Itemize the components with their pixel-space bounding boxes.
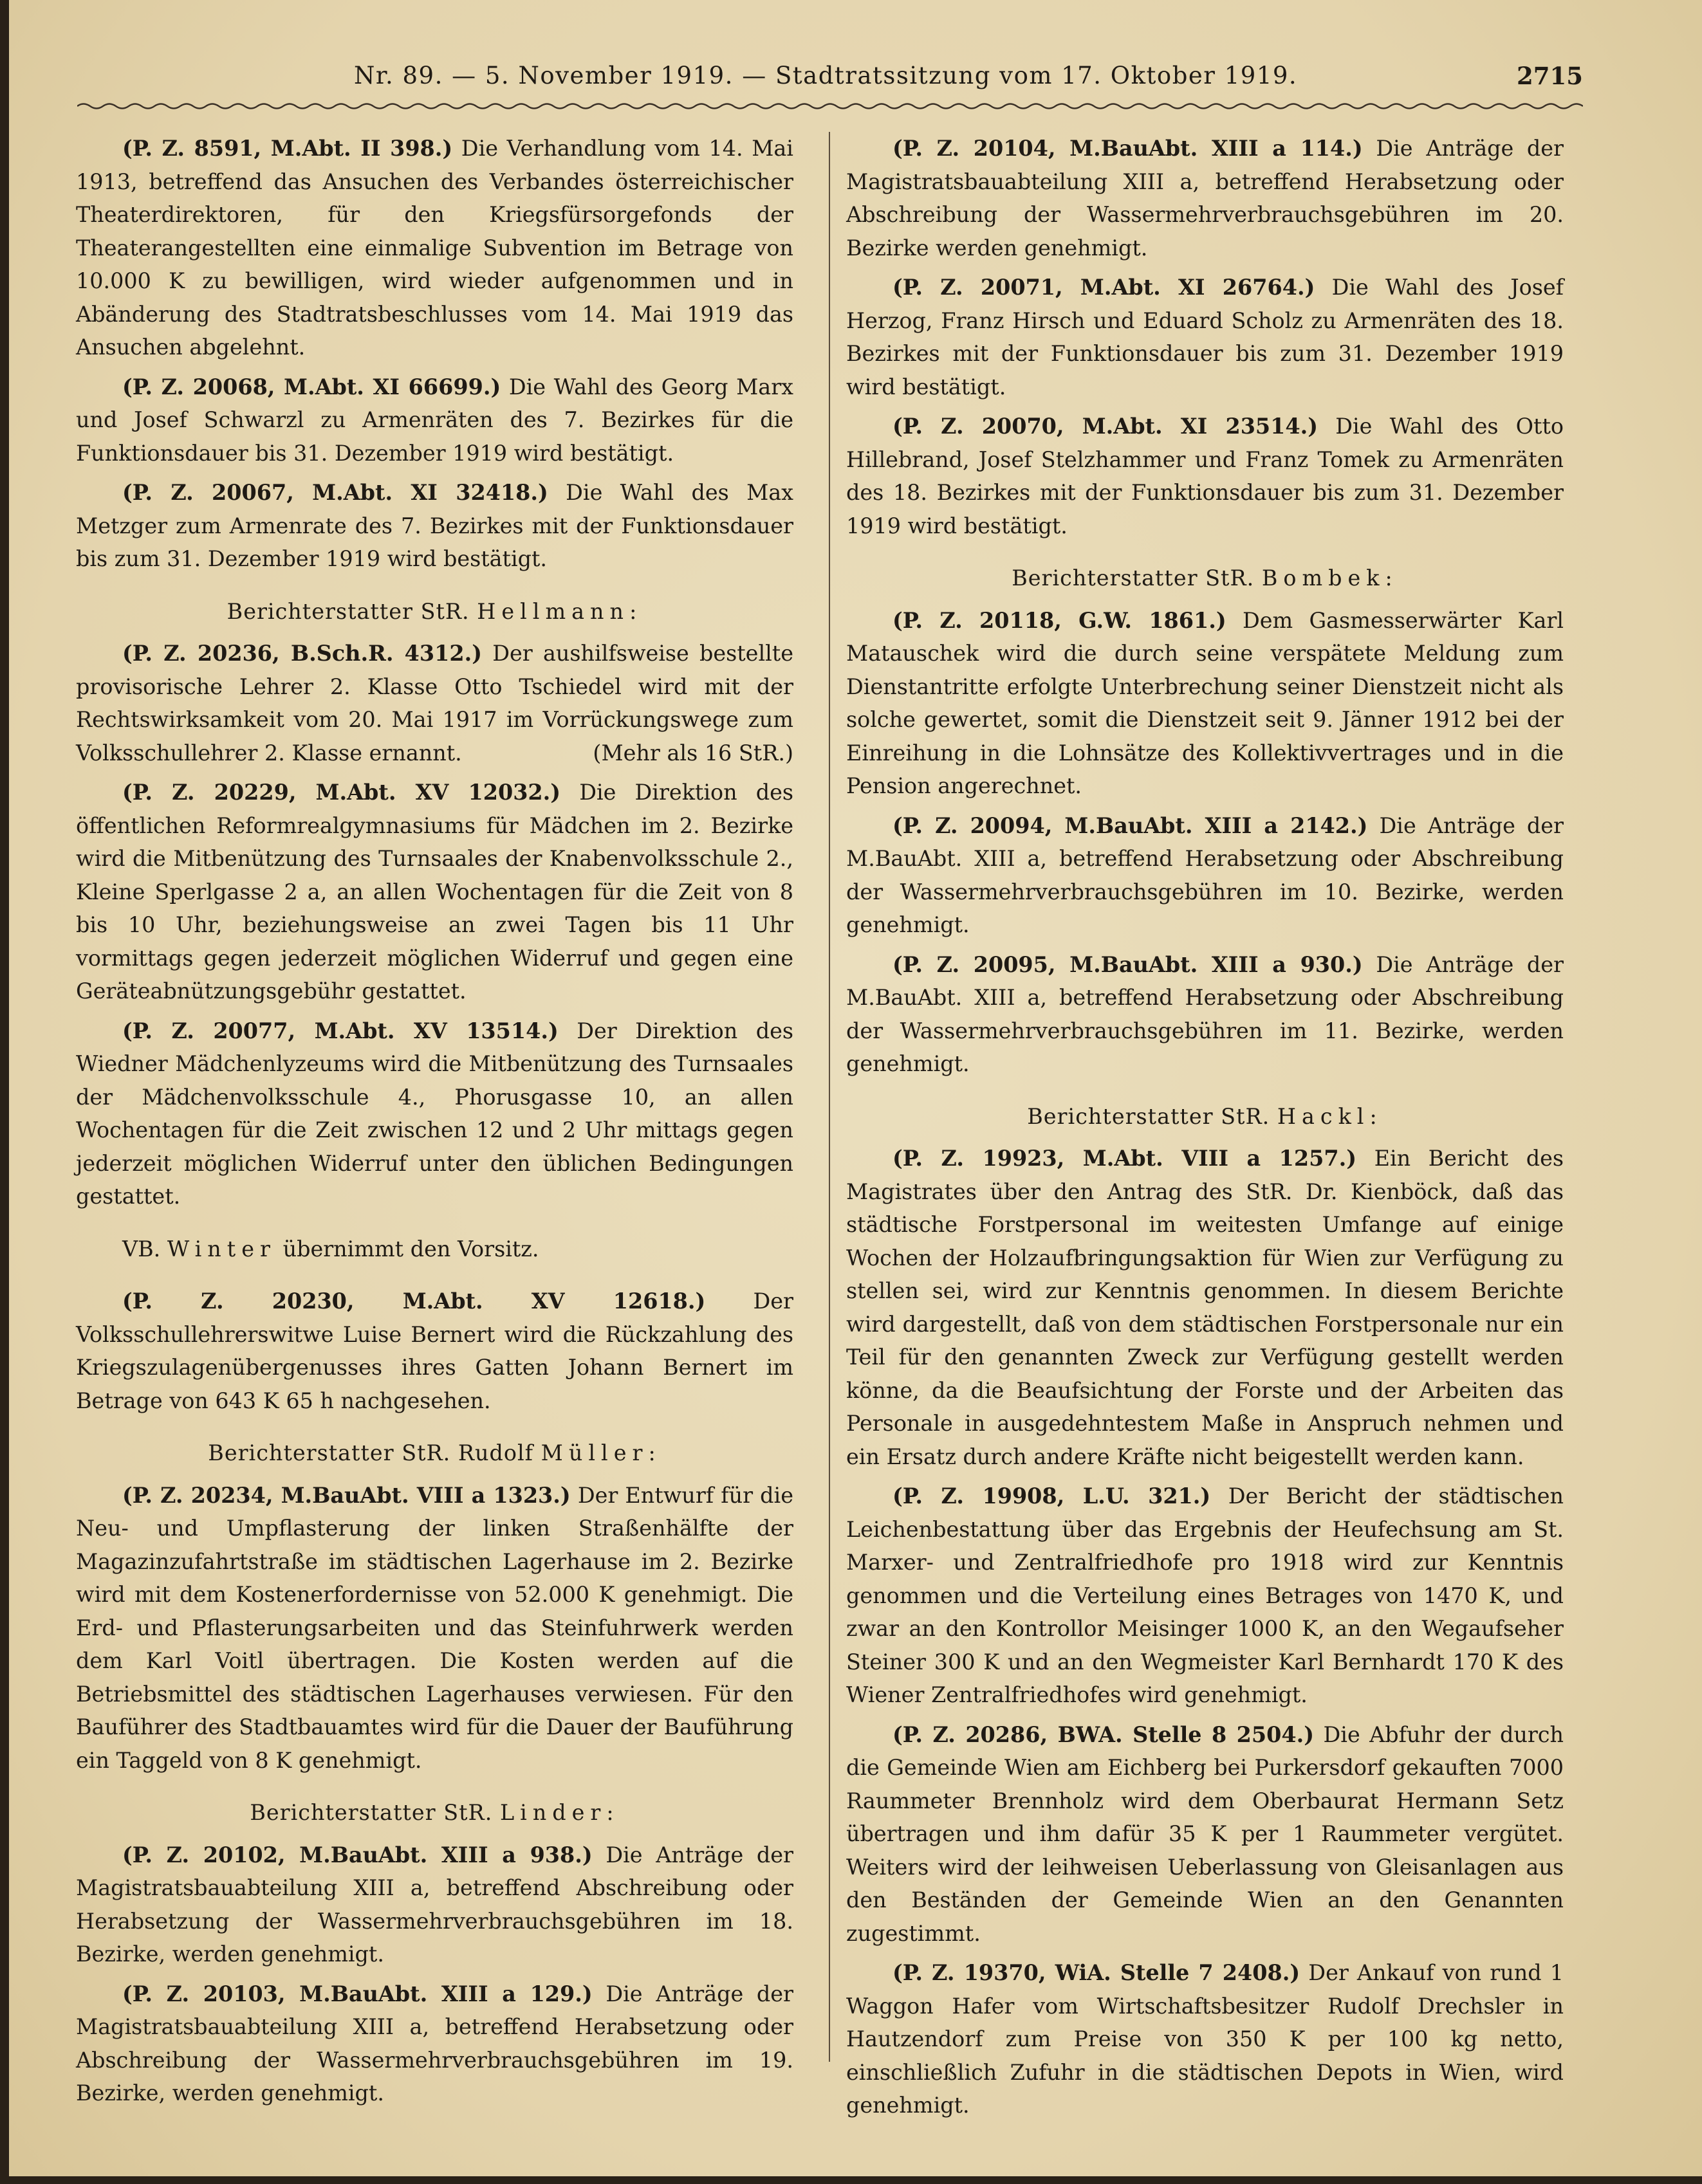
entry-ref: (P. Z. 20077, M.Abt. XV 13514.)	[122, 1018, 559, 1043]
entry-20103	[76, 1978, 793, 2110]
header-title: Nr. 89. — 5. November 1919. — Stadtratssitzung vom 17. Oktober 1919.	[354, 62, 1298, 89]
entry-text: Die Anträge der Magistratsbauabteilung XIII a, betreffend Herabsetzung oder Abschreibung der Wassermehrverbrauchsgebühren im 19. Bezirke, werden genehmigt.	[76, 1981, 793, 2106]
vote-note: (Mehr als 16 StR.)	[593, 740, 793, 766]
entry-ref: (P. Z. 20234, M.BauAbt. VIII a 1323.)	[122, 1482, 571, 1508]
entry-ref: (P. Z. 20230, M.Abt. XV 12618.)	[122, 1289, 706, 1314]
entry-text: Die Wahl des Georg Marx und Josef Schwarzl zu Armenräten des 7. Bezirkes für die Funktionsdauer bis 31. Dezember 1919 wird bestätigt.	[76, 374, 793, 466]
entry-ref: (P. Z. 20236, B.Sch.R. 4312.)	[122, 641, 483, 666]
entry-20118	[846, 604, 1564, 803]
entry-ref: (P. Z. 20102, M.BauAbt. XIII a 938.)	[122, 1842, 593, 1867]
entry-text: Die Anträge der Magistratsbauabteilung XIII a, betreffend Abschreibung oder Herabsetzung der Wassermehrverbrauchsgebühren im 18. Bezirke, werden genehmigt.	[76, 1842, 793, 1967]
entry-8591	[76, 132, 793, 364]
entry-ref: (P. Z. 20103, M.BauAbt. XIII a 129.)	[122, 1981, 593, 2006]
column-divider	[829, 132, 830, 2062]
entry-ref: (P. Z. 19908, L.U. 321.)	[893, 1483, 1211, 1509]
entry-text: Der Bericht der städtischen Leichenbestattung über das Ergebnis der Heufechsung am St. Marxer- und Zentralfriedhofe pro 1918 wird zur Kenntnis genommen und die Verteilung eines Betrages von 1470 K, und zwar an den Kontrollor Meisinger 1000 K, an den Wegaufseher Steiner 300 K und an den Wegmeister Karl Bernhardt 170 K des Wiener Zentralfriedhofes wird genehmigt.	[846, 1483, 1564, 1707]
page-header	[77, 57, 1583, 102]
entry-ref: (P. Z. 20071, M.Abt. XI 26764.)	[893, 275, 1315, 300]
entry-20070	[846, 410, 1564, 542]
entry-text: Die Anträge der M.BauAbt. XIII a, betreffend Herabsetzung oder Abschreibung der Wassermehrverbrauchsgebühren im 10. Bezirke, werden genehmigt.	[846, 812, 1564, 937]
entry-ref: (P. Z. 20118, G.W. 1861.)	[893, 607, 1226, 633]
heading-name: Bombek:	[1261, 565, 1398, 591]
rapporteur-heading-linder	[76, 1796, 793, 1830]
entry-ref: (P. Z. 20067, M.Abt. XI 32418.)	[122, 480, 548, 505]
entry-19923	[846, 1142, 1564, 1473]
entry-text: Die Verhandlung vom 14. Mai 1913, betreffend das Ansuchen des Verbandes österreichischer Theaterdirektoren, für den Kriegsfürsorgefonds der Theaterangestellten eine einmalige Subvention im Betrage von 10.000 K zu bewilligen, wird wieder aufgenommen und in Abänderung des Stadtratsbeschlusses vom 14. Mai 1919 das Ansuchen abgelehnt.	[76, 136, 793, 360]
entry-text: Die Anträge der Magistratsbauabteilung XIII a, betreffend Herabsetzung oder Abschreibung der Wassermehrverbrauchsgebühren im 20. Bezirke werden genehmigt.	[846, 136, 1564, 261]
entry-20095	[846, 948, 1564, 1081]
right-column	[846, 132, 1564, 2122]
entry-text: Der Entwurf für die Neu- und Umpflasterung der linken Straßenhälfte der Magazinzufahrtstraße im städtischen Lagerhause im 2. Bezirke wird mit dem Kostenerfordernisse von 52.000 K genehmigt. Die Erd- und Pflasterungsarbeiten und das Steinfuhrwerk werden dem Karl Voitl übertragen. Die Kosten werden auf die Betriebsmittel des städtischen Lagerhauses verwiesen. Für den Bauführer des Stadtbauamtes wird für die Dauer der Bauführung ein Taggeld von 8 K genehmigt.	[76, 1482, 793, 1773]
entry-20077	[76, 1014, 793, 1213]
chair-change-note	[76, 1233, 793, 1266]
rapporteur-heading-bombek	[846, 562, 1564, 595]
entry-ref: (P. Z. 8591, M.Abt. II 398.)	[122, 136, 453, 161]
entry-text: Der Ankauf von rund 1 Waggon Hafer vom Wirtschaftsbesitzer Rudolf Drechsler in Hautzendorf zum Preise von 350 K per 100 kg netto, einschließlich Zufuhr in die städtischen Depots in Wien, wird genehmigt.	[846, 1960, 1564, 2118]
entry-20068	[76, 371, 793, 470]
scan-edge-bottom	[0, 2176, 1702, 2184]
entry-ref: (P. Z. 20070, M.Abt. XI 23514.)	[893, 414, 1318, 439]
entry-20104	[846, 132, 1564, 264]
entry-text: Die Wahl des Otto Hillebrand, Josef Stelzhammer und Franz Tomek zu Armenräten des 18. Bezirkes mit der Funktionsdauer bis zum 31. Dezember 1919 wird bestätigt.	[846, 414, 1564, 538]
spacer	[76, 1265, 793, 1285]
entry-20234	[76, 1479, 793, 1777]
heading-prefix: Berichterstatter StR. Rudolf	[208, 1440, 534, 1465]
heading-prefix: Berichterstatter StR.	[1027, 1103, 1270, 1129]
heading-name: Hellmann:	[477, 598, 643, 624]
entry-20067	[76, 476, 793, 576]
entry-ref: (P. Z. 20095, M.BauAbt. XIII a 930.)	[893, 951, 1363, 977]
heading-name: Hackl:	[1277, 1103, 1383, 1129]
entry-20071	[846, 271, 1564, 403]
entry-text: Der Direktion des Wiedner Mädchenlyzeums wird die Mitbenützung des Turnsaales der Mädchenvolksschule 4., Phorusgasse 10, an allen Wochentagen für die Zeit zwischen 12 und 2 Uhr mittags gegen jederzeit möglichen Widerruf unter den üblichen Bedingungen gestattet.	[76, 1018, 794, 1209]
heading-prefix: Berichterstatter StR.	[1012, 565, 1255, 591]
entry-20229	[76, 776, 793, 1008]
note-prefix: VB.	[122, 1236, 161, 1262]
entry-20094	[846, 809, 1564, 942]
page-number: 2715	[1517, 62, 1583, 90]
heading-name: Linder:	[499, 1800, 620, 1825]
rapporteur-heading-mueller	[76, 1436, 793, 1470]
header-wavy-rule	[77, 102, 1583, 111]
entry-20102	[76, 1839, 793, 1971]
scan-edge-left	[0, 0, 9, 2184]
note-name: Winter	[167, 1236, 276, 1262]
heading-name: Müller:	[541, 1440, 661, 1465]
entry-ref: (P. Z. 20229, M.Abt. XV 12032.)	[122, 780, 561, 805]
entry-ref: (P. Z. 19370, WiA. Stelle 7 2408.)	[893, 1960, 1300, 1985]
entry-20236	[76, 637, 793, 769]
note-text: übernimmt den Vorsitz.	[275, 1236, 539, 1262]
entry-text: Die Anträge der M.BauAbt. XIII a, betreffend Herabsetzung oder Abschreibung der Wassermehrverbrauchsgebühren im 11. Bezirke, werden genehmigt.	[846, 951, 1564, 1076]
entry-text: Der aushilfsweise bestellte provisorische Lehrer 2. Klasse Otto Tschiedel wird mit der Rechtswirksamkeit vom 20. Mai 1917 im Vorrückungswege zum Volksschullehrer 2. Klasse ernannt.	[76, 641, 793, 766]
entry-20286	[846, 1718, 1564, 1950]
left-column	[76, 132, 793, 2110]
heading-prefix: Berichterstatter StR.	[227, 598, 470, 624]
entry-ref: (P. Z. 20286, BWA. Stelle 8 2504.)	[893, 1721, 1315, 1747]
entry-ref: (P. Z. 20068, M.Abt. XI 66699.)	[122, 374, 501, 399]
entry-text: Die Direktion des öffentlichen Reformrealgymnasiums für Mädchen im 2. Bezirke wird die Mitbenützung des Turnsaales der Knabenvolksschule 2., Kleine Sperlgasse 2 a, an allen Wochentagen für die Zeit von 8 bis 10 Uhr, beziehungsweise an zwei Tagen bis 11 Uhr vormittags gegen jederzeit möglichen Widerruf und gegen eine Geräteabnützungsgebühr gestattet.	[76, 780, 794, 1004]
entry-text: Die Wahl des Max Metzger zum Armenrate des 7. Bezirkes mit der Funktionsdauer bis zum 31. Dezember 1919 wird bestätigt.	[76, 480, 793, 571]
entry-text: Der Volksschullehrerswitwe Luise Bernert wird die Rückzahlung des Kriegszulagenübergenusses ihres Gatten Johann Bernert im Betrage von 643 K 65 h nachgesehen.	[76, 1289, 793, 1413]
entry-text: Ein Bericht des Magistrates über den Antrag des StR. Dr. Kienböck, daß das städtische Forstpersonal im weitesten Umfange auf einige Wochen der Holzaufbringungsaktion für Wien zur Verfügung zu stellen sei, wird zur Kenntnis genommen. In diesem Berichte wird dargestellt, daß von dem städtischen Forstpersonale nur ein Teil für den genannten Zweck zur Verfügung gestellt werden könne, da die Beaufsichtung der Forste und der Arbeiten das Personale in ausgedehntestem Maße in Anspruch nehmen und ein Ersatz durch andere Kräfte nicht beigestellt werden kann.	[846, 1146, 1564, 1469]
rapporteur-heading-hellmann	[76, 595, 793, 629]
entry-19370	[846, 1956, 1564, 2122]
entry-ref: (P. Z. 19923, M.Abt. VIII a 1257.)	[893, 1146, 1357, 1171]
rapporteur-heading-hackl	[846, 1100, 1564, 1133]
entry-text: Dem Gasmesserwärter Karl Matauschek wird die durch seine verspätete Meldung zum Dienstantritte erfolgte Unterbrechung seiner Dienstzeit nicht als solche gewertet, somit die Dienstzeit seit 9. Jänner 1912 bei der Einreihung in die Lohnsätze des Kollektivvertrages und in die Pension angerechnet.	[846, 607, 1564, 798]
spacer	[76, 1213, 793, 1233]
heading-prefix: Berichterstatter StR.	[250, 1800, 493, 1825]
entry-ref: (P. Z. 20104, M.BauAbt. XIII a 114.)	[893, 136, 1363, 161]
entry-text: Die Wahl des Josef Herzog, Franz Hirsch und Eduard Scholz zu Armenräten des 18. Bezirkes mit der Funktionsdauer bis zum 31. Dezember 1919 wird bestätigt.	[846, 275, 1564, 399]
entry-text: Die Abfuhr der durch die Gemeinde Wien am Eichberg bei Purkersdorf gekauften 7000 Raummeter Brennholz wird dem Oberbaurat Hermann Setz übertragen und ihm dafür 35 K per 1 Raummeter vergütet. Weiters wird der leihweisen Ueberlassung von Gleisanlagen aus den Beständen der Gemeinde Wien an den Genannten zugestimmt.	[846, 1721, 1564, 1946]
entry-19908	[846, 1480, 1564, 1712]
entry-ref: (P. Z. 20094, M.BauAbt. XIII a 2142.)	[893, 812, 1368, 838]
entry-20230	[76, 1285, 793, 1417]
